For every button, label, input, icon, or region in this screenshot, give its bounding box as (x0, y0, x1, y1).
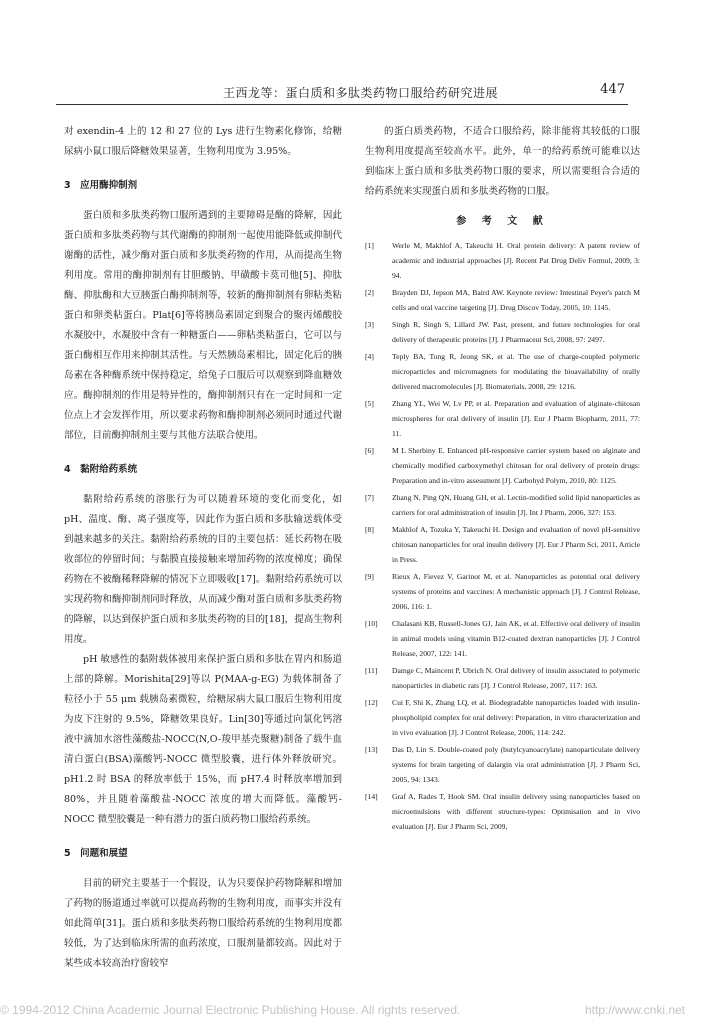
header-rule (56, 104, 628, 105)
intro-paragraph: 对 exendin-4 上的 12 和 27 位的 Lys 进行生物素化修饰，给糖尿病小鼠口服后降糖效果显著，生物利用度为 3.95%。 (64, 126, 342, 157)
reference-item (365, 396, 640, 441)
reference-item (365, 616, 640, 661)
reference-item (365, 695, 640, 740)
reference-text: Damge C, Maincent P, Ubrich N. Oral delivery of insulin associated to polymeric nanoparticles in diabetic rats [J]. J Control Release, 2007, 117: 163. (392, 666, 640, 690)
reference-text: Werle M, Makhlof A, Takeuchi H. Oral protein delivery: A patent review of academic and industrial approaches [J]. Recent Pat Drug Deliv Formul, 2009, 3: 94. (392, 241, 640, 280)
reference-text: Chalasani KB, Russell-Jones GJ, Jain AK, et al. Effective oral delivery of insulin in animal models using vitamin B12-coated dextran nanoparticles [J]. J Control Release, 2007, 122: 141. (392, 619, 640, 658)
reference-text: Rieux A, Fievez V, Garinot M, et al. Nanoparticles as potential oral delivery systems of proteins and vaccines: A mechanistic approach [J]. J Control Release, 2006, 116: 1. (392, 572, 640, 611)
reference-text: Zhang YL, Wei W, Lv PP, et al. Preparation and evaluation of alginate-chitosan microspheres for oral delivery of insulin [J]. Eur J Pharm Biopharm, 2011, 77: 11. (392, 399, 640, 438)
reference-item (365, 742, 640, 787)
reference-text: Singh R, Singh S, Lillard JW. Past, present, and future technologies for oral delivery of therapeutic proteins [J]. J Pharmaceut Sci, 2008, 97: 2497. (392, 320, 640, 344)
reference-item (365, 663, 640, 693)
left-column (64, 122, 342, 974)
section-4-paragraph-1: 黏附给药系统的溶胀行为可以随着环境的变化而变化，如 pH、温度、酶、离子强度等，因此作为蛋白质和多肽输送载体受到越来越多的关注。黏附给药系统的目的主要包括：延长药物在吸收部位的停留时间；与黏膜直接接触来增加药物的浓度梯度；确保药物在不被酶稀释降解的情况下立即吸收[17]。黏附给药系统可以实现药物和酶抑制剂同时释放，从而减少酶对蛋白质和多肽类药物的降解，以达到保护蛋白质和多肽类药物的目的[18]，提高生物利用度。 (64, 494, 342, 645)
reference-item (365, 443, 640, 488)
reference-number: [5] (365, 399, 374, 408)
section-5-heading: 5 问题和展望 (64, 848, 128, 859)
continuation-paragraph: 的蛋白质类药物，不适合口服给药，除非能将其较低的口服生物利用度提高至较高水平。此外，单一的给药系统可能难以达到临床上蛋白质和多肽类药物口服的要求，所以需要组合合适的给药系统来实现蛋白质和多肽类药物的口服。 (365, 126, 640, 197)
section-4-paragraph-2: pH 敏感性的黏附载体被用来保护蛋白质和多肽在胃内和肠道上部的降解。Morishita[29]等以 P(MAA-g-EG) 为载体制备了粒径小于 55 μm 载胰岛素微粒，给糖尿病大鼠口服后生物利用度为皮下注射的 9.5%，降糖效果良好。Lin[30]等通过向氯化钙溶液中滴加水溶性藻酸盐-NOCC(N,O-羧甲基壳聚糖)制备了载牛血清白蛋白(BSA)藻酸钙-NOCC 微型胶囊，进行体外释放研究。pH1.2 时 BSA 的释放率低于 15%，而 pH7.4 时释放率增加到 80%，并且随着藻酸盐-NOCC 浓度的增大而降低。藻酸钙-NOCC 微型胶囊是一种有潜力的蛋白质药物口服给药系统。 (64, 654, 342, 825)
reference-number: [7] (365, 493, 374, 502)
running-header-title: 王西龙等：蛋白质和多肽类药物口服给药研究进展 (222, 86, 498, 100)
reference-item (365, 522, 640, 567)
reference-item (365, 238, 640, 283)
reference-number: [8] (365, 525, 374, 534)
reference-number: [1] (365, 241, 374, 250)
reference-number: [2] (365, 288, 374, 297)
right-column (365, 122, 640, 836)
reference-number: [14] (365, 792, 378, 801)
reference-text: Zhang N, Ping QN, Huang GH, et al. Lectin-modified solid lipid nanoparticles as carriers for oral administration of insulin [J]. Int J Pharm, 2006, 327: 153. (392, 493, 640, 517)
reference-item (365, 349, 640, 394)
section-4-heading: 4 黏附给药系统 (64, 464, 138, 475)
footer-url: http://www.cnki.net (584, 1003, 685, 1017)
reference-number: [3] (365, 320, 374, 329)
page-number: 447 (600, 82, 625, 97)
reference-item (365, 789, 640, 834)
reference-text: Graf A, Rades T, Hook SM. Oral insulin delivery using nanoparticles based on microemulsions with different structure-types: Optimisation and in vivo evaluation [J]. Eur J Pharm Sci, 2009, (392, 792, 640, 831)
section-3-paragraph: 蛋白质和多肽类药物口服所遇到的主要障碍是酶的降解，因此蛋白质和多肽类药物与其代谢酶的抑制剂一起使用能降低或抑制代谢酶的活性，减少酶对蛋白质和多肽类药物的作用，从而提高生物利用度。常用的酶抑制剂有甘胆酸钠、甲磺酸卡莫司他[5]、抑肽酶、抑肽酶和大豆胰蛋白酶抑制剂等，较新的酶抑制剂有卵粘类粘蛋白和卵类粘蛋白。Plat[6]等将胰岛素固定到聚合的聚丙烯酸胶水凝胶中，水凝胶中含有一种糖蛋白——卵粘类粘蛋白，它可以与蛋白酶相互作用来抑制其活性。与天然胰岛素相比，固定化后的胰岛素在各种酶系统中保持稳定，给兔子口服后可以观察到降血糖效应。酶抑制剂的作用是特异性的，酶抑制剂只有在一定时间和一定位点上才会发挥作用，所以要求药物和酶抑制剂必须同时通过代谢部位，目前酶抑制剂主要与其他方法联合使用。 (64, 210, 342, 441)
reference-text: Teply BA, Tong R, Jeong SK, et al. The use of charge-coupled polymeric microparticles and micromagnets for modulating the bioavailability of orally delivered macromolecules [J]. Biomaterials, 2008, 29: 1216. (392, 352, 640, 391)
reference-item (365, 569, 640, 614)
footer-watermark (0, 1003, 721, 1017)
section-3-heading: 3 应用酶抑制剂 (64, 180, 138, 191)
reference-text: Makhlof A, Tozuka Y, Takeuchi H. Design and evaluation of novel pH-sensitive chitosan nanoparticles for oral insulin delivery [J]. Eur J Pharm Sci, 2011, Article in Press. (392, 525, 640, 564)
reference-number: [13] (365, 745, 378, 754)
reference-text: Brayden DJ, Jepson MA, Baird AW. Keynote review: Intestinal Peyer's patch M cells and oral vaccine targeting [J]. Drug Discov Today, 2005, 10: 1145. (392, 288, 640, 312)
reference-number: [12] (365, 698, 378, 707)
reference-number: [6] (365, 446, 374, 455)
reference-number: [11] (365, 666, 378, 675)
reference-text: M L Sherbiny E. Enhanced pH-responsive carrier system based on alginate and chemically modified carboxymethyl chitosan for oral delivery of protein drugs: Preparation and in-vitro assessment [J]. Carbohyd Polym, 2010, 80: 1125. (392, 446, 640, 485)
reference-number: [10] (365, 619, 378, 628)
reference-text: Das D, Lin S. Double-coated poly (butylcyanoacrylate) nanoparticulate delivery systems for brain targeting of dalargin via oral administration [J]. J Pharm Sci, 2005, 94: 1343. (392, 745, 640, 784)
copyright-text: © 1994-2012 China Academic Journal Electronic Publishing House. All rights reserved. (0, 1003, 461, 1017)
reference-item (365, 490, 640, 520)
reference-item (365, 317, 640, 347)
reference-item (365, 285, 640, 315)
section-5-paragraph: 目前的研究主要基于一个假设，认为只要保护药物降解和增加了药物的肠道通过率就可以提高药物的生物利用度，而事实并没有如此简单[31]。蛋白质和多肽类药物口服给药系统的生物利用度都较低，为了达到临床所需的血药浓度，口服剂量都较高。因此对于某些成本较高治疗窗较窄 (64, 878, 342, 969)
references-title: 参 考 文 献 (456, 216, 549, 227)
reference-text: Cui F, Shi K, Zhang LQ, et al. Biodegradable nanoparticles loaded with insulin-phospholipid complex for oral delivery: Preparation, in vitro characterization and in vivo evaluation [J]. J Control Release, 2006, 114: 242. (392, 698, 640, 737)
reference-list (365, 238, 640, 834)
reference-number: [9] (365, 572, 374, 581)
reference-number: [4] (365, 352, 374, 361)
